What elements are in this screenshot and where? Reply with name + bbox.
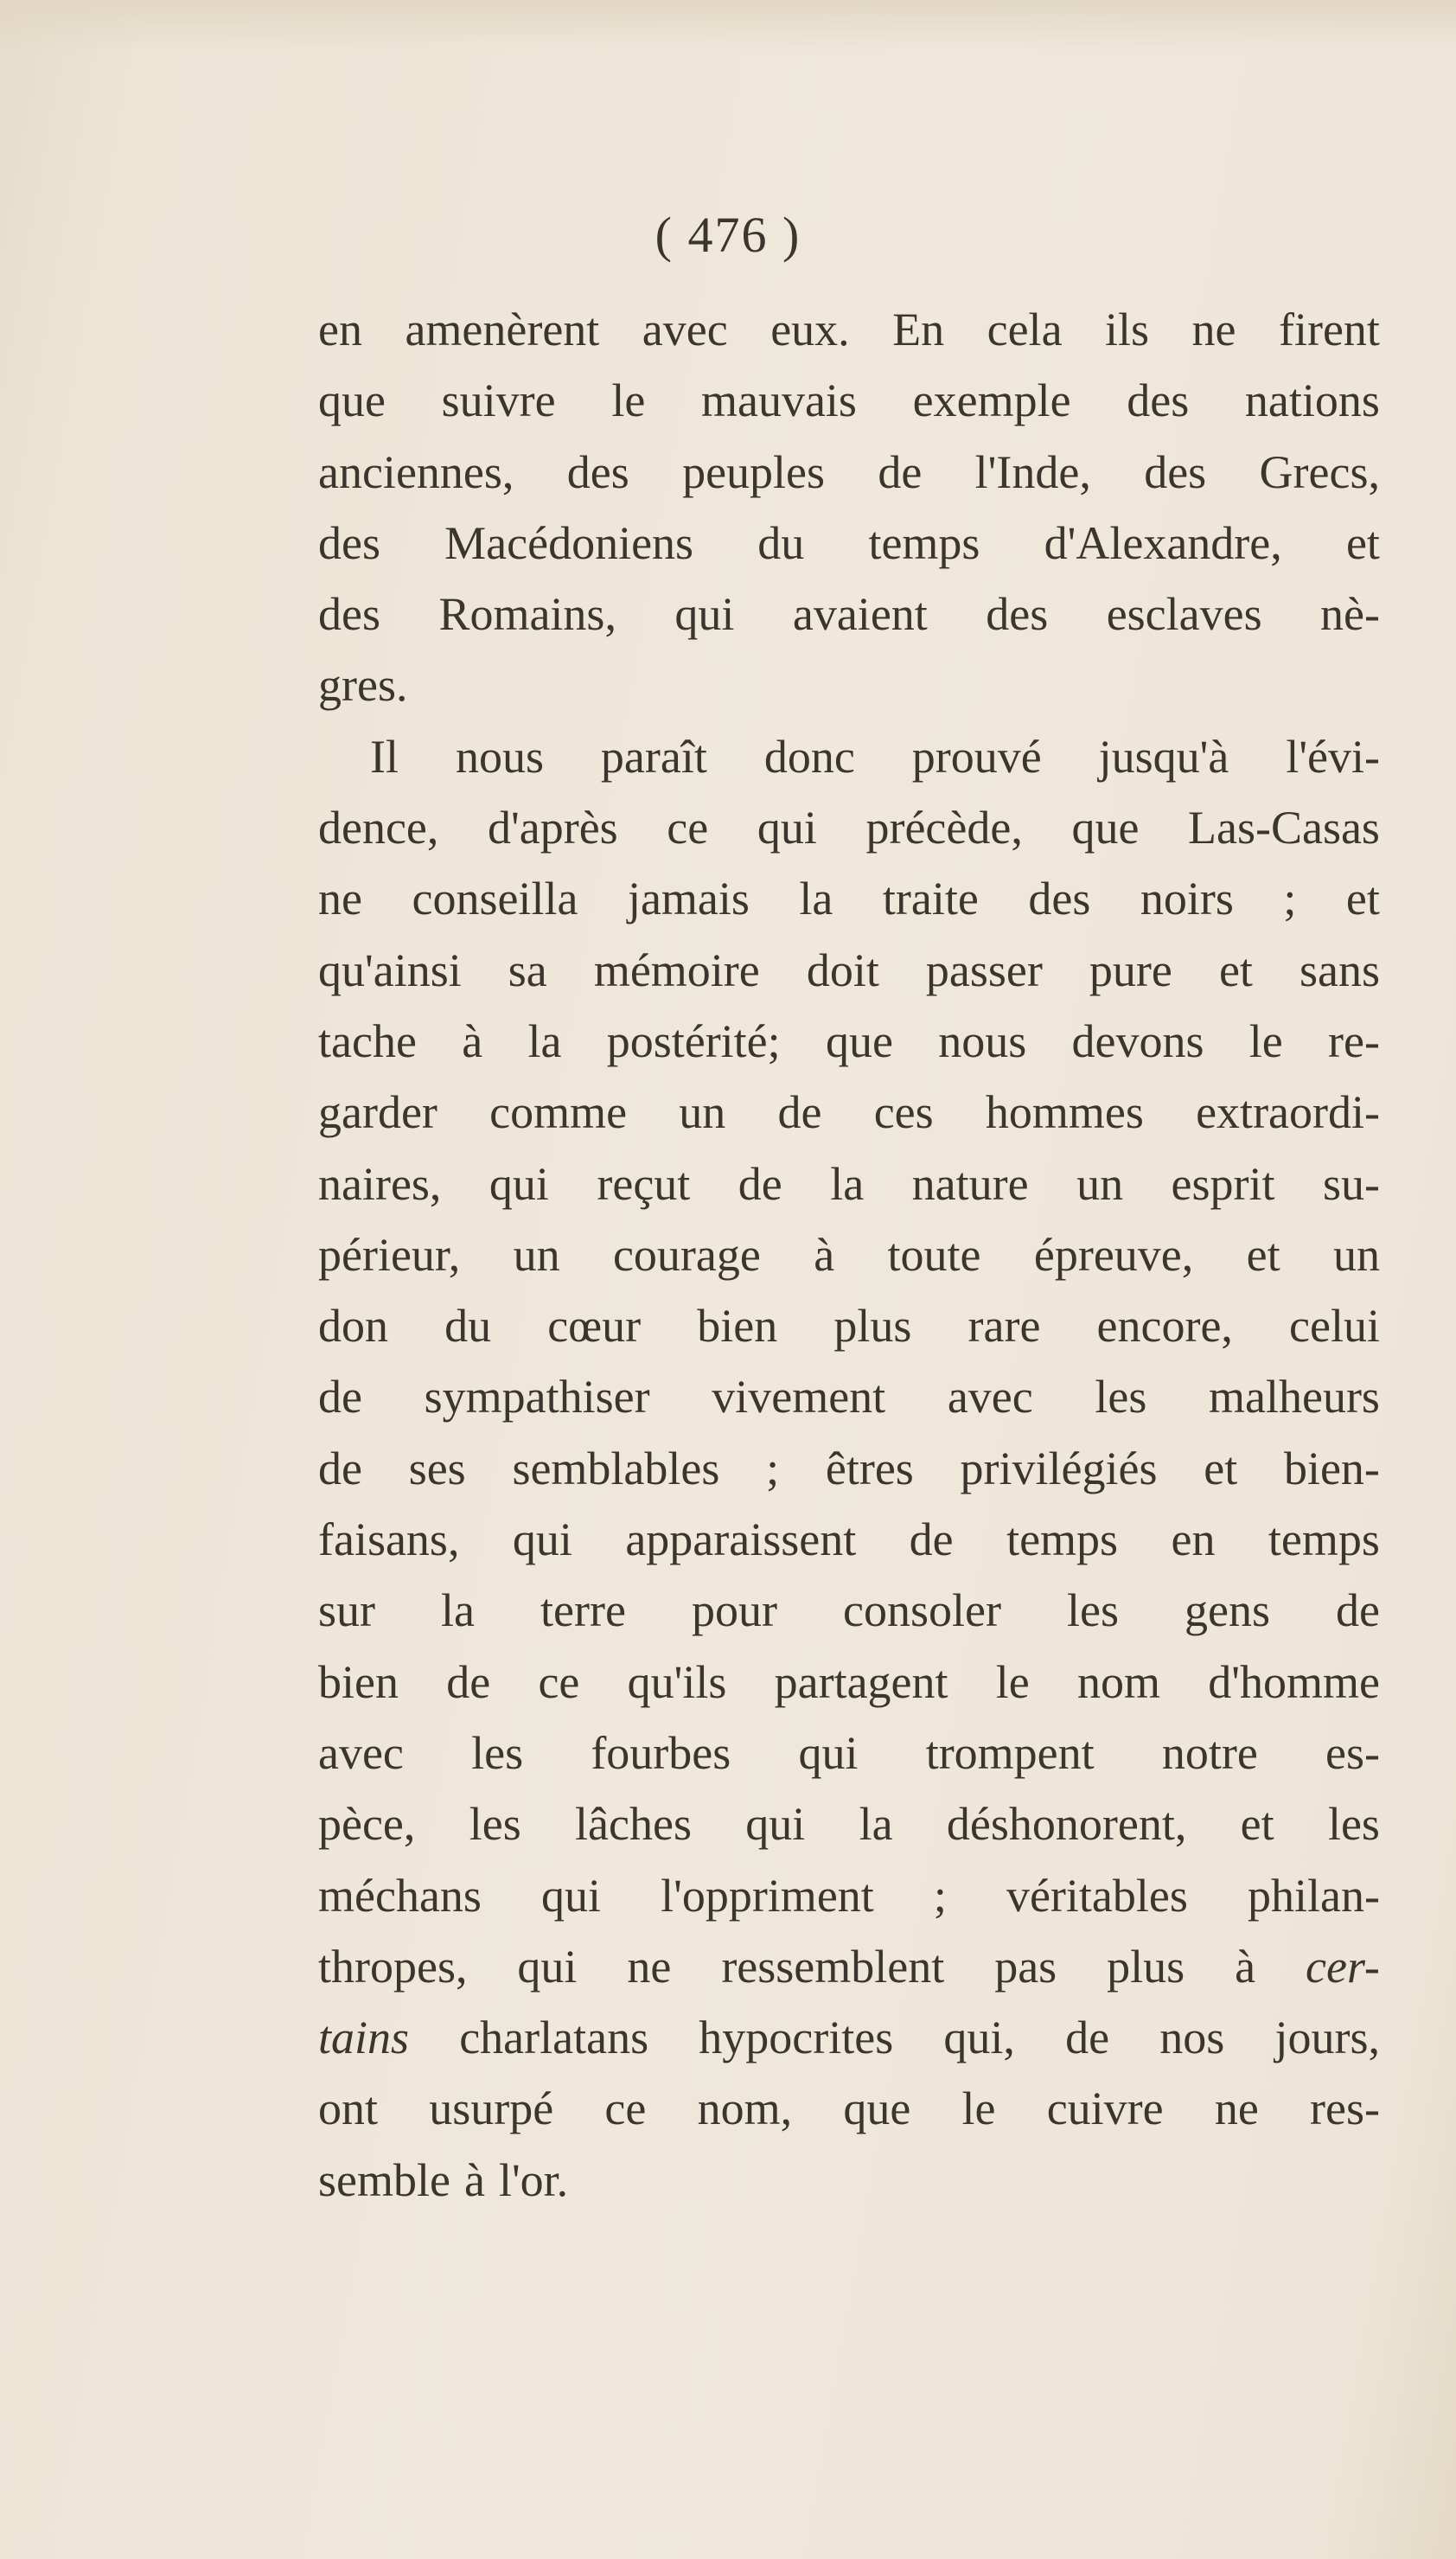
word: hypocrites	[699, 2012, 894, 2064]
word: à	[462, 1014, 483, 1067]
text-line	[318, 649, 1380, 720]
text-line	[318, 579, 1380, 649]
word: et	[1218, 944, 1253, 996]
word: suivre	[441, 374, 556, 427]
word: rare	[967, 1300, 1041, 1353]
word: philan-	[1247, 1869, 1380, 1922]
text-line	[318, 2002, 1380, 2073]
word: les	[1066, 1584, 1119, 1637]
word: de	[318, 1442, 362, 1494]
word: res-	[1310, 2082, 1380, 2135]
word: nations	[1244, 374, 1380, 427]
word: partagent	[774, 1655, 948, 1708]
word: esprit	[1171, 1157, 1275, 1210]
word: de	[446, 1655, 491, 1708]
word: la	[830, 1157, 865, 1210]
word: cuivre	[1046, 2082, 1164, 2135]
word: apparaissent	[625, 1513, 857, 1566]
word: les	[1095, 1371, 1147, 1423]
word: épreuve,	[1033, 1228, 1194, 1281]
text-line	[318, 1219, 1380, 1290]
word: que	[825, 1014, 893, 1067]
word: ce	[667, 802, 709, 854]
word: usurpé	[429, 2082, 554, 2135]
italic-word: cer-	[1306, 1940, 1380, 1993]
word: ;	[766, 1442, 780, 1494]
word: sa	[508, 944, 547, 996]
word: semblables	[512, 1442, 720, 1494]
word: Grecs,	[1259, 445, 1380, 498]
word: de	[777, 1086, 822, 1139]
word: des	[986, 588, 1049, 641]
word: don	[318, 1300, 388, 1353]
word: jusqu'à	[1098, 730, 1229, 783]
word: bien	[318, 1655, 399, 1708]
word: anciennes,	[318, 445, 514, 498]
word: qui	[489, 1157, 549, 1210]
word: des	[1028, 873, 1091, 925]
word: nom,	[697, 2082, 793, 2135]
page-top-shadow	[0, 0, 1456, 52]
text-line	[318, 1647, 1380, 1718]
text-line	[318, 2145, 1380, 2216]
word: qui	[757, 802, 817, 854]
word: noirs	[1140, 873, 1234, 925]
word: des	[566, 445, 629, 498]
word: postérité;	[606, 1014, 781, 1067]
word: d'Alexandre,	[1044, 516, 1282, 569]
word: périeur,	[318, 1228, 461, 1281]
word: semble	[318, 2153, 450, 2206]
word: firent	[1278, 304, 1380, 355]
word: ils	[1105, 304, 1150, 355]
word: et	[1246, 1228, 1280, 1281]
text-line	[318, 365, 1380, 436]
word: sans	[1299, 944, 1380, 996]
word: un	[513, 1228, 560, 1281]
word: ont	[318, 2082, 379, 2135]
word: l'oppriment	[661, 1869, 874, 1922]
word: naires,	[318, 1157, 442, 1210]
text-line	[318, 792, 1380, 863]
word: la	[527, 1014, 562, 1067]
word: sur	[318, 1584, 375, 1637]
text-line	[318, 1077, 1380, 1148]
word: nous	[938, 1014, 1027, 1067]
italic-word: tains	[318, 2012, 410, 2064]
word: En	[892, 304, 945, 355]
word: nature	[911, 1157, 1029, 1210]
word: bien	[697, 1300, 778, 1353]
word: les	[469, 1798, 521, 1851]
word: trompent	[925, 1726, 1095, 1779]
body-text	[318, 294, 1380, 2216]
word: thropes,	[318, 1940, 468, 1993]
word: et	[1345, 516, 1380, 569]
word: Macédoniens	[444, 516, 694, 569]
word: du	[444, 1300, 492, 1353]
word: en	[318, 304, 362, 355]
word: ne	[1191, 304, 1236, 355]
word: qui	[798, 1726, 859, 1779]
word: temps	[1006, 1513, 1119, 1566]
word: d'après	[488, 802, 618, 854]
word: donc	[763, 730, 855, 783]
word: les	[1327, 1798, 1380, 1851]
word: passer	[925, 944, 1043, 996]
word: que	[318, 374, 386, 427]
word: qui	[541, 1869, 602, 1922]
word: extraordi-	[1196, 1086, 1380, 1139]
word: de	[318, 1371, 362, 1423]
text-line	[318, 935, 1380, 1006]
word: esclaves	[1106, 588, 1262, 641]
word: qu'ils	[627, 1655, 727, 1708]
word: qui	[745, 1798, 806, 1851]
word: et	[1240, 1798, 1274, 1851]
word: du	[757, 516, 805, 569]
word: la	[441, 1584, 476, 1637]
word: gens	[1185, 1584, 1270, 1637]
word: terre	[540, 1584, 626, 1637]
word: fourbes	[591, 1726, 731, 1779]
word: et	[1345, 873, 1380, 925]
text-line	[318, 1788, 1380, 1859]
word: amenèrent	[405, 304, 600, 355]
word: jours,	[1274, 2012, 1380, 2064]
word: l'Inde,	[974, 445, 1091, 498]
word: lâches	[575, 1798, 692, 1851]
word: d'homme	[1208, 1655, 1380, 1708]
text-line	[318, 1433, 1380, 1504]
word: vivement	[712, 1371, 886, 1423]
text-line	[318, 1148, 1380, 1219]
word: peuples	[682, 445, 826, 498]
word: et	[1204, 1442, 1238, 1494]
word: es-	[1325, 1726, 1380, 1779]
text-line	[318, 2073, 1380, 2144]
word: déshonorent,	[946, 1798, 1187, 1851]
text-line	[318, 508, 1380, 579]
word: pure	[1089, 944, 1172, 996]
text-line	[318, 1361, 1380, 1432]
word: le	[611, 374, 646, 427]
word: privilégiés	[960, 1442, 1158, 1494]
text-line	[318, 721, 1380, 792]
word: jamais	[627, 873, 750, 925]
word: ces	[873, 1086, 934, 1139]
text-line	[318, 437, 1380, 508]
word: un	[1076, 1157, 1124, 1210]
word: toute	[887, 1228, 981, 1281]
word: ;	[1283, 873, 1297, 925]
word: dence,	[318, 802, 439, 854]
word: qui,	[943, 2012, 1015, 2064]
word: prouvé	[911, 730, 1042, 783]
word: eux.	[770, 304, 850, 355]
word: de	[738, 1157, 782, 1210]
word: avaient	[792, 588, 928, 641]
word: plus	[1107, 1940, 1185, 1993]
word: de	[1336, 1584, 1380, 1637]
word: des	[1127, 374, 1190, 427]
word: ce	[604, 2082, 647, 2135]
word: des	[318, 588, 380, 641]
word: ce	[538, 1655, 580, 1708]
text-line	[318, 1504, 1380, 1575]
word: temps	[1268, 1513, 1380, 1566]
word: la	[859, 1798, 893, 1851]
text-line	[318, 294, 1380, 365]
word: Il	[370, 730, 399, 783]
word: doit	[806, 944, 879, 996]
word: malheurs	[1209, 1371, 1380, 1423]
word: Romains,	[438, 588, 616, 641]
word: paraît	[600, 730, 707, 783]
word: su-	[1322, 1157, 1380, 1210]
word: des	[318, 516, 380, 569]
word: courage	[612, 1228, 761, 1281]
word: avec	[318, 1726, 404, 1779]
word: que	[1071, 802, 1140, 854]
word: devons	[1071, 1014, 1204, 1067]
word: les	[471, 1726, 524, 1779]
word: notre	[1161, 1726, 1258, 1779]
word: mémoire	[593, 944, 760, 996]
text-line	[318, 1290, 1380, 1361]
word: un	[1332, 1228, 1380, 1281]
word: ne	[627, 1940, 672, 1993]
word: reçut	[597, 1157, 691, 1210]
word: êtres	[825, 1442, 914, 1494]
word: garder	[318, 1086, 437, 1139]
word: consoler	[843, 1584, 1001, 1637]
word: ses	[408, 1442, 466, 1494]
word: méchans	[318, 1869, 482, 1922]
word: à	[463, 2153, 485, 2206]
word: qu'ainsi	[318, 944, 462, 996]
word: plus	[833, 1300, 912, 1353]
word: véritables	[1006, 1869, 1188, 1922]
text-line	[318, 1006, 1380, 1077]
word: nom	[1077, 1655, 1161, 1708]
word: le	[961, 2082, 996, 2135]
word: de	[1065, 2012, 1110, 2064]
word: encore,	[1096, 1300, 1233, 1353]
text-line	[318, 863, 1380, 934]
word: nos	[1159, 2012, 1225, 2064]
word: à	[814, 1228, 835, 1281]
word: cela	[987, 304, 1063, 355]
word: faisans,	[318, 1513, 460, 1566]
word: que	[843, 2082, 911, 2135]
word: qui	[512, 1513, 572, 1566]
word: nous	[455, 730, 544, 783]
word: conseilla	[412, 873, 578, 925]
word: avec	[642, 304, 728, 355]
word: ne	[318, 873, 362, 925]
word: pèce,	[318, 1798, 416, 1851]
text-line	[318, 1575, 1380, 1646]
word: bien-	[1283, 1442, 1380, 1494]
word: Las-Casas	[1188, 802, 1380, 854]
page-number: ( 476 )	[655, 207, 801, 263]
word: gres.	[318, 659, 408, 712]
word: traite	[882, 873, 979, 925]
word: tache	[318, 1014, 417, 1067]
word: qui	[517, 1940, 578, 1993]
word: comme	[489, 1086, 628, 1139]
word: cœur	[547, 1300, 642, 1353]
word: re-	[1328, 1014, 1380, 1067]
word: pour	[691, 1584, 777, 1637]
word: pas	[994, 1940, 1057, 1993]
text-line	[318, 1860, 1380, 1931]
word: nè-	[1320, 588, 1380, 641]
word: l'évi-	[1286, 730, 1380, 783]
word: l'or.	[498, 2153, 569, 2206]
word: de	[909, 1513, 954, 1566]
text-line	[318, 1718, 1380, 1788]
word: sympathiser	[424, 1371, 650, 1423]
word: exemple	[912, 374, 1071, 427]
word: en	[1171, 1513, 1216, 1566]
word: le	[995, 1655, 1030, 1708]
word: celui	[1289, 1300, 1380, 1353]
word: avec	[947, 1371, 1033, 1423]
word: qui	[674, 588, 735, 641]
word: la	[799, 873, 833, 925]
word: précède,	[865, 802, 1023, 854]
word: charlatans	[459, 2012, 649, 2064]
word: à	[1235, 1940, 1256, 1993]
text-line	[318, 1931, 1380, 2002]
word: temps	[868, 516, 980, 569]
word: le	[1248, 1014, 1283, 1067]
word: ;	[933, 1869, 947, 1922]
word: ne	[1214, 2082, 1259, 2135]
word: mauvais	[700, 374, 857, 427]
word: ressemblent	[721, 1940, 945, 1993]
word: hommes	[985, 1086, 1144, 1139]
word: un	[679, 1086, 726, 1139]
word: des	[1144, 445, 1207, 498]
word: de	[878, 445, 923, 498]
